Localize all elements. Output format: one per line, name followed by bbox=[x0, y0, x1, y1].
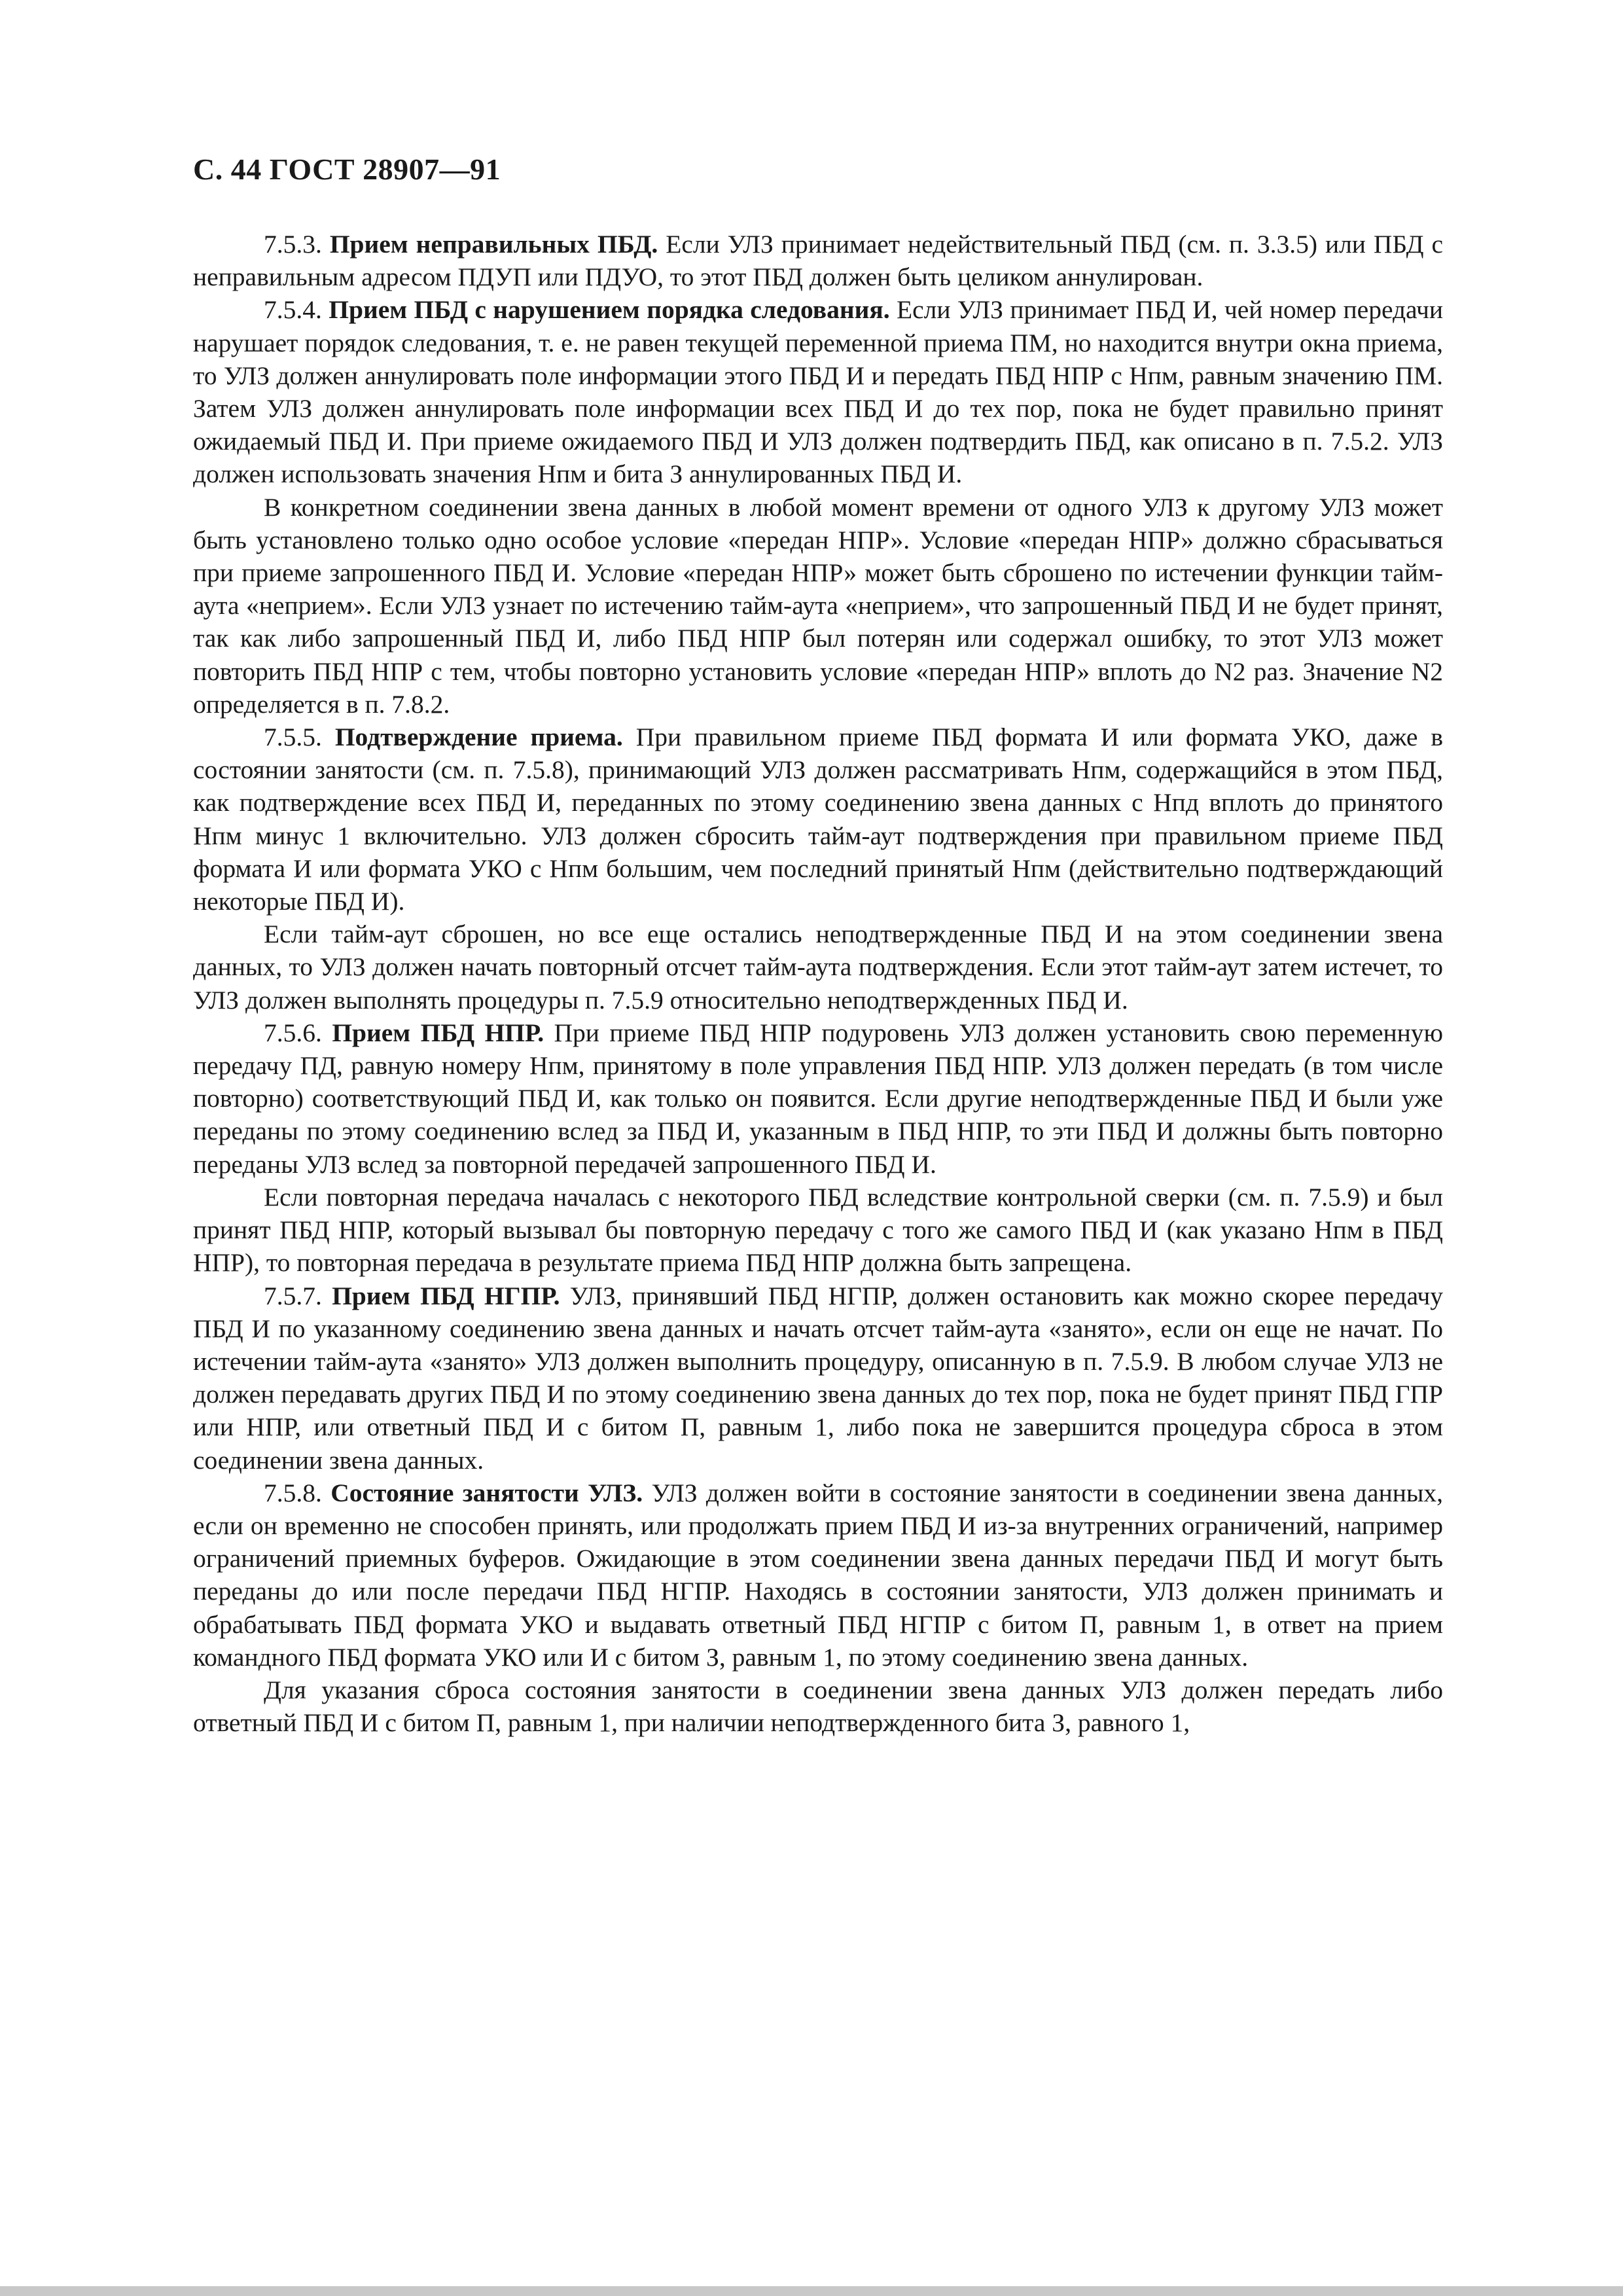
section-title: Прием ПБД с нарушением порядка следования. bbox=[329, 295, 890, 325]
section-number: 7.5.7. bbox=[264, 1281, 322, 1310]
paragraph-text: Для указания сброса состояния занятости в соединении звена данных УЛЗ должен передать либо ответный ПБД И с битом П, равным 1, при наличии неподтвержденного бита З, равного 1, bbox=[193, 1675, 1443, 1738]
section-title: Состояние занятости УЛЗ. bbox=[330, 1478, 643, 1507]
paragraph-7-5-7 bbox=[193, 1280, 1443, 1477]
paragraph-text: УЛЗ, принявший ПБД НГПР, должен остановить как можно скорее передачу ПБД И по указанному соединению звена данных и начать отсчет тайм-аута «занято», если он еще не начат. По истечении тайм-аута «занято» УЛЗ должен выполнить процедуру, описанную в п. 7.5.9. В любом случае УЛЗ не должен передавать других ПБД И по этому соединению звена данных до тех пор, пока не будет принят ПБД ГПР или НПР, или ответный ПБД И с битом П, равным 1, либо пока не завершится процедура сброса в этом соединении звена данных. bbox=[193, 1281, 1444, 1475]
paragraph-text: Если УЛЗ принимает недействительный ПБД (см. п. 3.3.5) или ПБД с неправильным адресом ПДУП или ПДУО, то этот ПБД должен быть целиком аннулирован. bbox=[193, 230, 1444, 292]
section-title: Прием неправильных ПБД. bbox=[329, 230, 658, 259]
section-number: 7.5.6. bbox=[264, 1018, 322, 1047]
paragraph-7-5-4 bbox=[193, 293, 1443, 490]
paragraph-7-5-6-continued bbox=[193, 1181, 1443, 1280]
section-title: Прием ПБД НПР. bbox=[332, 1018, 544, 1047]
paragraph-text: При правильном приеме ПБД формата И или формата УКО, даже в состоянии занятости (см. п. 7.5.8), принимающий УЛЗ должен рассматривать Нпм, содержащийся в этом ПБД, как подтверждение всех ПБД И, переданных по этому соединению звена данных с Нпд вплоть до принятого Нпм минус 1 включительно. УЛЗ должен сбросить тайм-аут подтверждения при правильном приеме ПБД формата И или формата УКО с Нпм большим, чем последний принятый Нпм (действительно подтверждающий некоторые ПБД И). bbox=[193, 723, 1444, 916]
section-number: 7.5.3. bbox=[264, 230, 322, 259]
page-bottom-edge bbox=[0, 2286, 1623, 2296]
paragraph-text: УЛЗ должен войти в состояние занятости в соединении звена данных, если он временно не способен принять, или продолжать прием ПБД И из-за внутренних ограничений, например ограничений приемных буферов. Ожидающие в этом соединении звена данных передачи ПБД И могут быть переданы до или после передачи ПБД НГПР. Находясь в состоянии занятости, УЛЗ должен принимать и обрабатывать ПБД формата УКО и выдавать ответный ПБД НГПР с битом П, равным 1, в ответ на прием командного ПБД формата УКО или И с битом З, равным 1, по этому соединению звена данных. bbox=[193, 1478, 1444, 1672]
paragraph-7-5-3 bbox=[193, 228, 1443, 293]
paragraph-text: При приеме ПБД НПР подуровень УЛЗ должен установить свою переменную передачу ПД, равную номеру Нпм, принятому в поле управления ПБД НПР. УЛЗ должен передать (в том числе повторно) соответствующий ПБД И, как только он появится. Если другие неподтвержденные ПБД И были уже переданы по этому соединению вслед за ПБД И, указанным в ПБД НПР, то эти ПБД И должны быть повторно переданы УЛЗ вслед за повторной передачей запрошенного ПБД И. bbox=[193, 1018, 1444, 1179]
paragraph-text: Если повторная передача началась с некоторого ПБД вследствие контрольной сверки (см. п. 7.5.9) и был принят ПБД НПР, который вызывал бы повторную передачу с того же самого ПБД И (как указано Нпм в ПБД НПР), то повторная передача в результате приема ПБД НПР должна быть запрещена. bbox=[193, 1182, 1443, 1278]
paragraph-text: Если УЛЗ принимает ПБД И, чей номер передачи нарушает порядок следования, т. е. не равен текущей переменной приема ПМ, но находится внутри окна приема, то УЛЗ должен аннулировать поле информации этого ПБД И и передать ПБД НПР с Нпм, равным значению ПМ. Затем УЛЗ должен аннулировать поле информации всех ПБД И до тех пор, пока не будет правильно принят ожидаемый ПБД И. При приеме ожидаемого ПБД И УЛЗ должен подтвердить ПБД, как описано в п. 7.5.2. УЛЗ должен использовать значения Нпм и бита З аннулированных ПБД И. bbox=[193, 295, 1444, 489]
paragraph-7-5-5 bbox=[193, 721, 1443, 918]
page-header: С. 44 ГОСТ 28907—91 bbox=[193, 152, 501, 186]
paragraph-text: В конкретном соединении звена данных в любой момент времени от одного УЛЗ к другому УЛЗ может быть установлено только одно особое условие «передан НПР». Условие «передан НПР» должно сбрасываться при приеме запрошенного ПБД И. Условие «передан НПР» может быть сброшено по истечении функции тайм-аута «неприем». Если УЛЗ узнает по истечению тайм-аута «неприем», что запрошенный ПБД И не будет принят, так как либо запрошенный ПБД И, либо ПБД НПР был потерян или содержал ошибку, то этот УЛЗ может повторить ПБД НПР с тем, чтобы повторно установить условие «передан НПР» вплоть до N2 раз. Значение N2 определяется в п. 7.8.2. bbox=[193, 492, 1443, 719]
paragraph-text: Если тайм-аут сброшен, но все еще остались неподтвержденные ПБД И на этом соединении звена данных, то УЛЗ должен начать повторный отсчет тайм-аута подтверждения. Если этот тайм-аут затем истечет, то УЛЗ должен выполнять процедуры п. 7.5.9 относительно неподтвержденных ПБД И. bbox=[193, 920, 1443, 1014]
paragraph-7-5-8 bbox=[193, 1477, 1443, 1674]
paragraph-7-5-8-continued bbox=[193, 1674, 1443, 1739]
paragraph-7-5-4-continued bbox=[193, 491, 1443, 721]
section-number: 7.5.5. bbox=[264, 723, 322, 752]
paragraph-7-5-6 bbox=[193, 1016, 1443, 1181]
section-title: Прием ПБД НГПР. bbox=[332, 1281, 560, 1310]
section-title: Подтверждение приема. bbox=[334, 723, 623, 752]
paragraph-7-5-5-continued bbox=[193, 918, 1443, 1016]
section-number: 7.5.8. bbox=[264, 1478, 322, 1507]
document-body bbox=[193, 228, 1443, 1739]
section-number: 7.5.4. bbox=[264, 295, 322, 325]
